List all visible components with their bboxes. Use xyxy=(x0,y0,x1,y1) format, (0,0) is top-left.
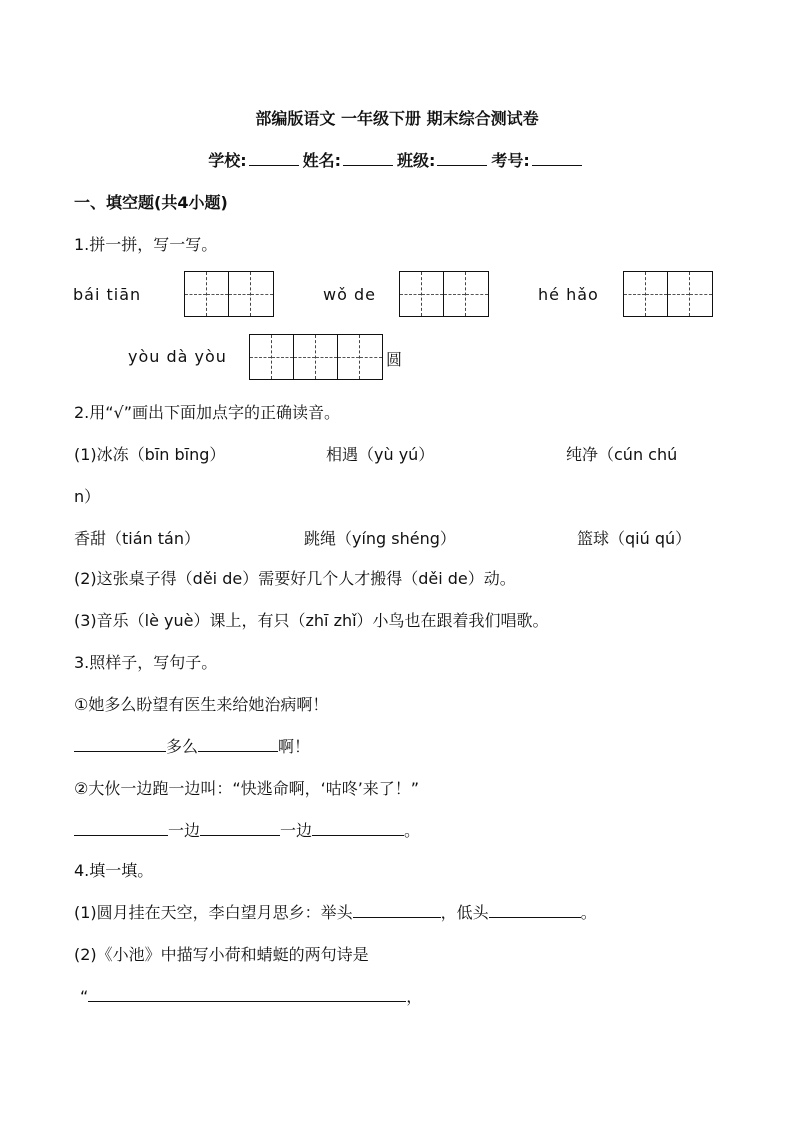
q2-title: 2.用“√”画出下面加点字的正确读音。 xyxy=(74,403,341,422)
section-heading: 一、填空题(共4小题) xyxy=(74,193,228,212)
name-label: 姓名: xyxy=(302,151,341,170)
q2-sentence-3: (3)音乐（lè yuè）课上，有只（zhī zhǐ）小鸟也在跟着我们唱歌。 xyxy=(74,611,549,630)
close-comma: ， xyxy=(406,987,423,1006)
q3-fill-end: 啊！ xyxy=(278,737,311,756)
q3-fill-word: 多么 xyxy=(166,737,199,756)
q2-item-4: 香甜（tián tán） xyxy=(74,529,200,548)
class-blank[interactable] xyxy=(437,151,487,166)
q4-item-2: (2)《小池》中描写小荷和蜻蜓的两句诗是 xyxy=(74,945,369,964)
answer-blank[interactable] xyxy=(489,903,581,918)
q3-fill-word: 一边 xyxy=(168,821,201,840)
q4-title: 4.填一填。 xyxy=(74,861,154,880)
q2-item-5: 跳绳（yíng shéng） xyxy=(304,529,456,548)
q3-example-1: ①她多么盼望有医生来给她治病啊！ xyxy=(74,695,329,714)
pinyin-3: hé hǎo xyxy=(538,285,599,304)
page-title: 部编版语文 一年级下册 期末综合测试卷 xyxy=(255,109,539,128)
writing-grid-2[interactable] xyxy=(399,271,489,317)
q3-answer-row-1 xyxy=(74,734,310,757)
q2-item-6: 篮球（qiú qú） xyxy=(577,529,692,548)
q4-item-1 xyxy=(74,900,597,923)
q1-title: 1.拼一拼，写一写。 xyxy=(74,235,218,254)
pinyin-4: yòu dà yòu xyxy=(128,347,227,366)
q3-title: 3.照样子，写句子。 xyxy=(74,653,218,672)
number-blank[interactable] xyxy=(532,151,582,166)
answer-blank[interactable] xyxy=(200,821,280,836)
q4-answer-row xyxy=(80,984,422,1007)
q4-item-1-text: ，低头 xyxy=(440,903,489,922)
q2-item-3: 纯净（cún chú xyxy=(566,445,678,464)
open-quote: “ xyxy=(80,987,89,1006)
q2-item-1: (1)冰冻（bīn bīng） xyxy=(74,445,226,464)
q3-example-2: ②大伙一边跑一边叫：“快逃命啊，‘咕咚’来了！” xyxy=(74,779,420,798)
q3-fill-end: 。 xyxy=(404,821,421,840)
q3-fill-word: 一边 xyxy=(280,821,313,840)
q2-item-3-wrap: n） xyxy=(74,487,101,506)
q2-sentence-2: (2)这张桌子得（děi de）需要好几个人才搬得（děi de）动。 xyxy=(74,569,516,588)
answer-blank[interactable] xyxy=(353,903,441,918)
q3-answer-row-2 xyxy=(74,818,420,841)
writing-grid-1[interactable] xyxy=(184,271,274,317)
q4-item-1-text: (1)圆月挂在天空，李白望月思乡：举头 xyxy=(74,903,353,922)
pinyin-2: wǒ de xyxy=(323,285,376,304)
student-info-row xyxy=(0,148,794,171)
answer-blank[interactable] xyxy=(74,821,168,836)
number-label: 考号: xyxy=(491,151,530,170)
q2-item-2: 相遇（yù yú） xyxy=(326,445,435,464)
q4-item-1-text: 。 xyxy=(580,903,597,922)
writing-grid-3[interactable] xyxy=(623,271,713,317)
school-blank[interactable] xyxy=(249,151,299,166)
name-blank[interactable] xyxy=(343,151,393,166)
school-label: 学校: xyxy=(208,151,247,170)
answer-blank[interactable] xyxy=(312,821,404,836)
grid-suffix-yuan: 圆 xyxy=(386,350,403,369)
answer-blank[interactable] xyxy=(88,987,406,1002)
answer-blank[interactable] xyxy=(198,737,278,752)
answer-blank[interactable] xyxy=(74,737,166,752)
class-label: 班级: xyxy=(397,151,436,170)
pinyin-1: bái tiān xyxy=(73,285,142,304)
writing-grid-4[interactable] xyxy=(249,334,383,380)
